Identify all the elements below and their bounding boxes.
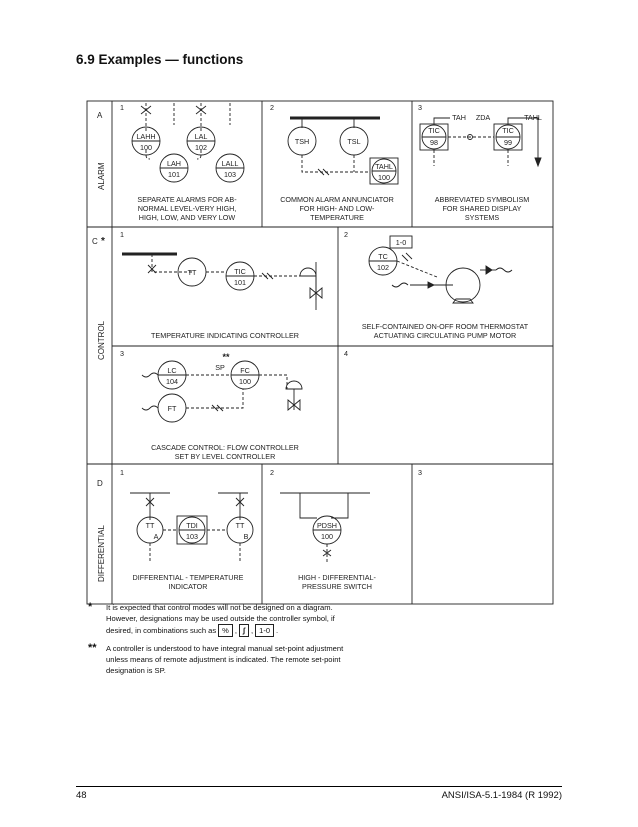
- caption-line: SYSTEMS: [464, 213, 500, 222]
- alarm-label: ZDA: [475, 113, 491, 122]
- cell-number: 3: [418, 103, 422, 112]
- footnote-mark: **: [88, 642, 97, 654]
- caption-line: SELF-CONTAINED ON-OFF ROOM THERMOSTAT: [361, 322, 529, 331]
- caption-line: TEMPERATURE: [310, 213, 364, 222]
- alarm-label: TAHL: [524, 113, 542, 122]
- row-letter-c: C: [92, 237, 98, 246]
- mode-example: %: [218, 624, 233, 637]
- caption-line: ACTUATING CIRCULATING PUMP MOTOR: [373, 331, 517, 340]
- bubble-tag: TIC: [428, 126, 440, 135]
- footnote-line: designation is SP.: [106, 666, 166, 675]
- bubble-tag: LAH: [167, 159, 181, 168]
- caption-line: SEPARATE ALARMS FOR AB-: [137, 195, 237, 204]
- alarm-label: TAH: [452, 113, 466, 122]
- bubble-number: 102: [195, 143, 207, 152]
- bubble-number: 103: [224, 170, 236, 179]
- caption-line: CASCADE CONTROL: FLOW CONTROLLER: [151, 443, 299, 452]
- bubble-number: 101: [168, 170, 180, 179]
- caption-line: COMMON ALARM ANNUNCIATOR: [280, 195, 394, 204]
- caption-line: FOR SHARED DISPLAY: [442, 204, 522, 213]
- footnote-line: It is expected that control modes will not be designed on a diagram.: [106, 603, 333, 612]
- caption-line: FOR HIGH- AND LOW-: [299, 204, 375, 213]
- bubble-number: B: [243, 532, 249, 541]
- bubble-tag: PDSH: [317, 521, 337, 530]
- caption-line: INDICATOR: [168, 582, 208, 591]
- row-letter-d: D: [97, 479, 103, 488]
- caption-line: TEMPERATURE INDICATING CONTROLLER: [151, 331, 299, 340]
- cell-number: 4: [344, 349, 348, 358]
- bubble-tag: TIC: [502, 126, 514, 135]
- cell-number: 3: [418, 468, 422, 477]
- bubble-number: 100: [321, 532, 333, 541]
- bubble-tag: LC: [167, 366, 177, 375]
- bubble-number: 100: [140, 143, 152, 152]
- bubble-number: 101: [234, 278, 246, 287]
- bubble-tag: FC: [240, 366, 250, 375]
- bubble-tag: TT: [235, 521, 245, 530]
- page-number: 48: [76, 790, 87, 801]
- bubble-tag: LAL: [194, 132, 208, 141]
- caption-line: NORMAL LEVEL-VERY HIGH,: [137, 204, 237, 213]
- cell-a1-diagram: [132, 103, 244, 182]
- row-letter-a: A: [97, 111, 103, 120]
- row-name-alarm: ALARM: [97, 162, 106, 190]
- row-name-control: CONTROL: [97, 320, 106, 360]
- cell-number: 2: [270, 468, 274, 477]
- cell-number: 1: [120, 468, 124, 477]
- cell-number: 1: [120, 103, 124, 112]
- setpoint-label: SP: [215, 363, 225, 372]
- footnote-line: A controller is understood to have integral manual set-point adjustment: [106, 644, 344, 653]
- section-heading: 6.9 Examples — functions: [76, 52, 244, 67]
- cell-a2-diagram: [288, 118, 398, 184]
- cell-number: 2: [344, 230, 348, 239]
- mode-box-label: 1-0: [395, 238, 407, 247]
- cell-c2-diagram: [369, 236, 512, 303]
- caption-line: HIGH - DIFFERENTIAL-: [298, 573, 376, 582]
- footnote-line: desired, in combinations such as: [106, 626, 217, 635]
- bubble-number: 102: [377, 263, 389, 272]
- footnote-line: However, designations may be used outside the controller symbol, if: [106, 614, 335, 623]
- bubble-tag: FT: [167, 404, 177, 413]
- cell-c1-diagram: [122, 254, 322, 310]
- cell-number: 3: [120, 349, 124, 358]
- bubble-tag: TSH: [294, 137, 310, 146]
- bubble-tag: LALL: [221, 159, 239, 168]
- bubble-tag: LAHH: [136, 132, 156, 141]
- bubble-number: 103: [186, 532, 198, 541]
- bubble-number: 98: [430, 138, 438, 147]
- row-name-differential: DIFFERENTIAL: [97, 525, 106, 582]
- footer-rule: [76, 786, 562, 787]
- bubble-tag: TAHL: [375, 162, 393, 171]
- caption-line: ABBREVIATED SYMBOLISM: [434, 195, 530, 204]
- footnote-double-star: [88, 643, 548, 676]
- cell-c3-diagram: [142, 352, 302, 422]
- row-c-marker: *: [101, 236, 105, 247]
- bubble-number: 100: [378, 173, 390, 182]
- bubble-tag: TC: [378, 252, 388, 261]
- caption-line: DIFFERENTIAL - TEMPERATURE: [132, 573, 244, 582]
- bubble-tag: TIC: [234, 267, 246, 276]
- standard-designation: ANSI/ISA-5.1-1984 (R 1992): [441, 790, 562, 801]
- bubble-number: A: [153, 532, 159, 541]
- bubble-tag: TSL: [347, 137, 361, 146]
- cell-d2-diagram: [280, 493, 370, 562]
- bubble-number: 100: [239, 377, 251, 386]
- bubble-number: 99: [504, 138, 512, 147]
- footnote-single-star: * It is expected that control modes will not be designed on a diagram. However, designations may be used outside the controller symbol, if desired, in combinations such as % , ∫ , 1-0 .: [88, 602, 548, 637]
- caption-line: PRESSURE SWITCH: [302, 582, 372, 591]
- bubble-tag: TDI: [186, 521, 198, 530]
- cell-d1-diagram: [130, 493, 253, 561]
- mode-example: 1-0: [255, 624, 274, 637]
- mode-example: ∫: [239, 624, 249, 637]
- bubble-number: 104: [166, 377, 178, 386]
- cell-number: 1: [120, 230, 124, 239]
- bubble-tag: TT: [145, 521, 155, 530]
- cell-a3-diagram: [420, 113, 542, 166]
- remote-setpoint-marker: **: [222, 352, 230, 362]
- cell-number: 2: [270, 103, 274, 112]
- caption-line: SET BY LEVEL CONTROLLER: [174, 452, 276, 461]
- footnote-mark: *: [88, 601, 93, 613]
- bubble-tag: TT: [187, 268, 197, 277]
- footnote-line: unless means of remote adjustment is indicated. The remote set-point: [106, 655, 341, 664]
- caption-line: HIGH, LOW, AND VERY LOW: [138, 213, 236, 222]
